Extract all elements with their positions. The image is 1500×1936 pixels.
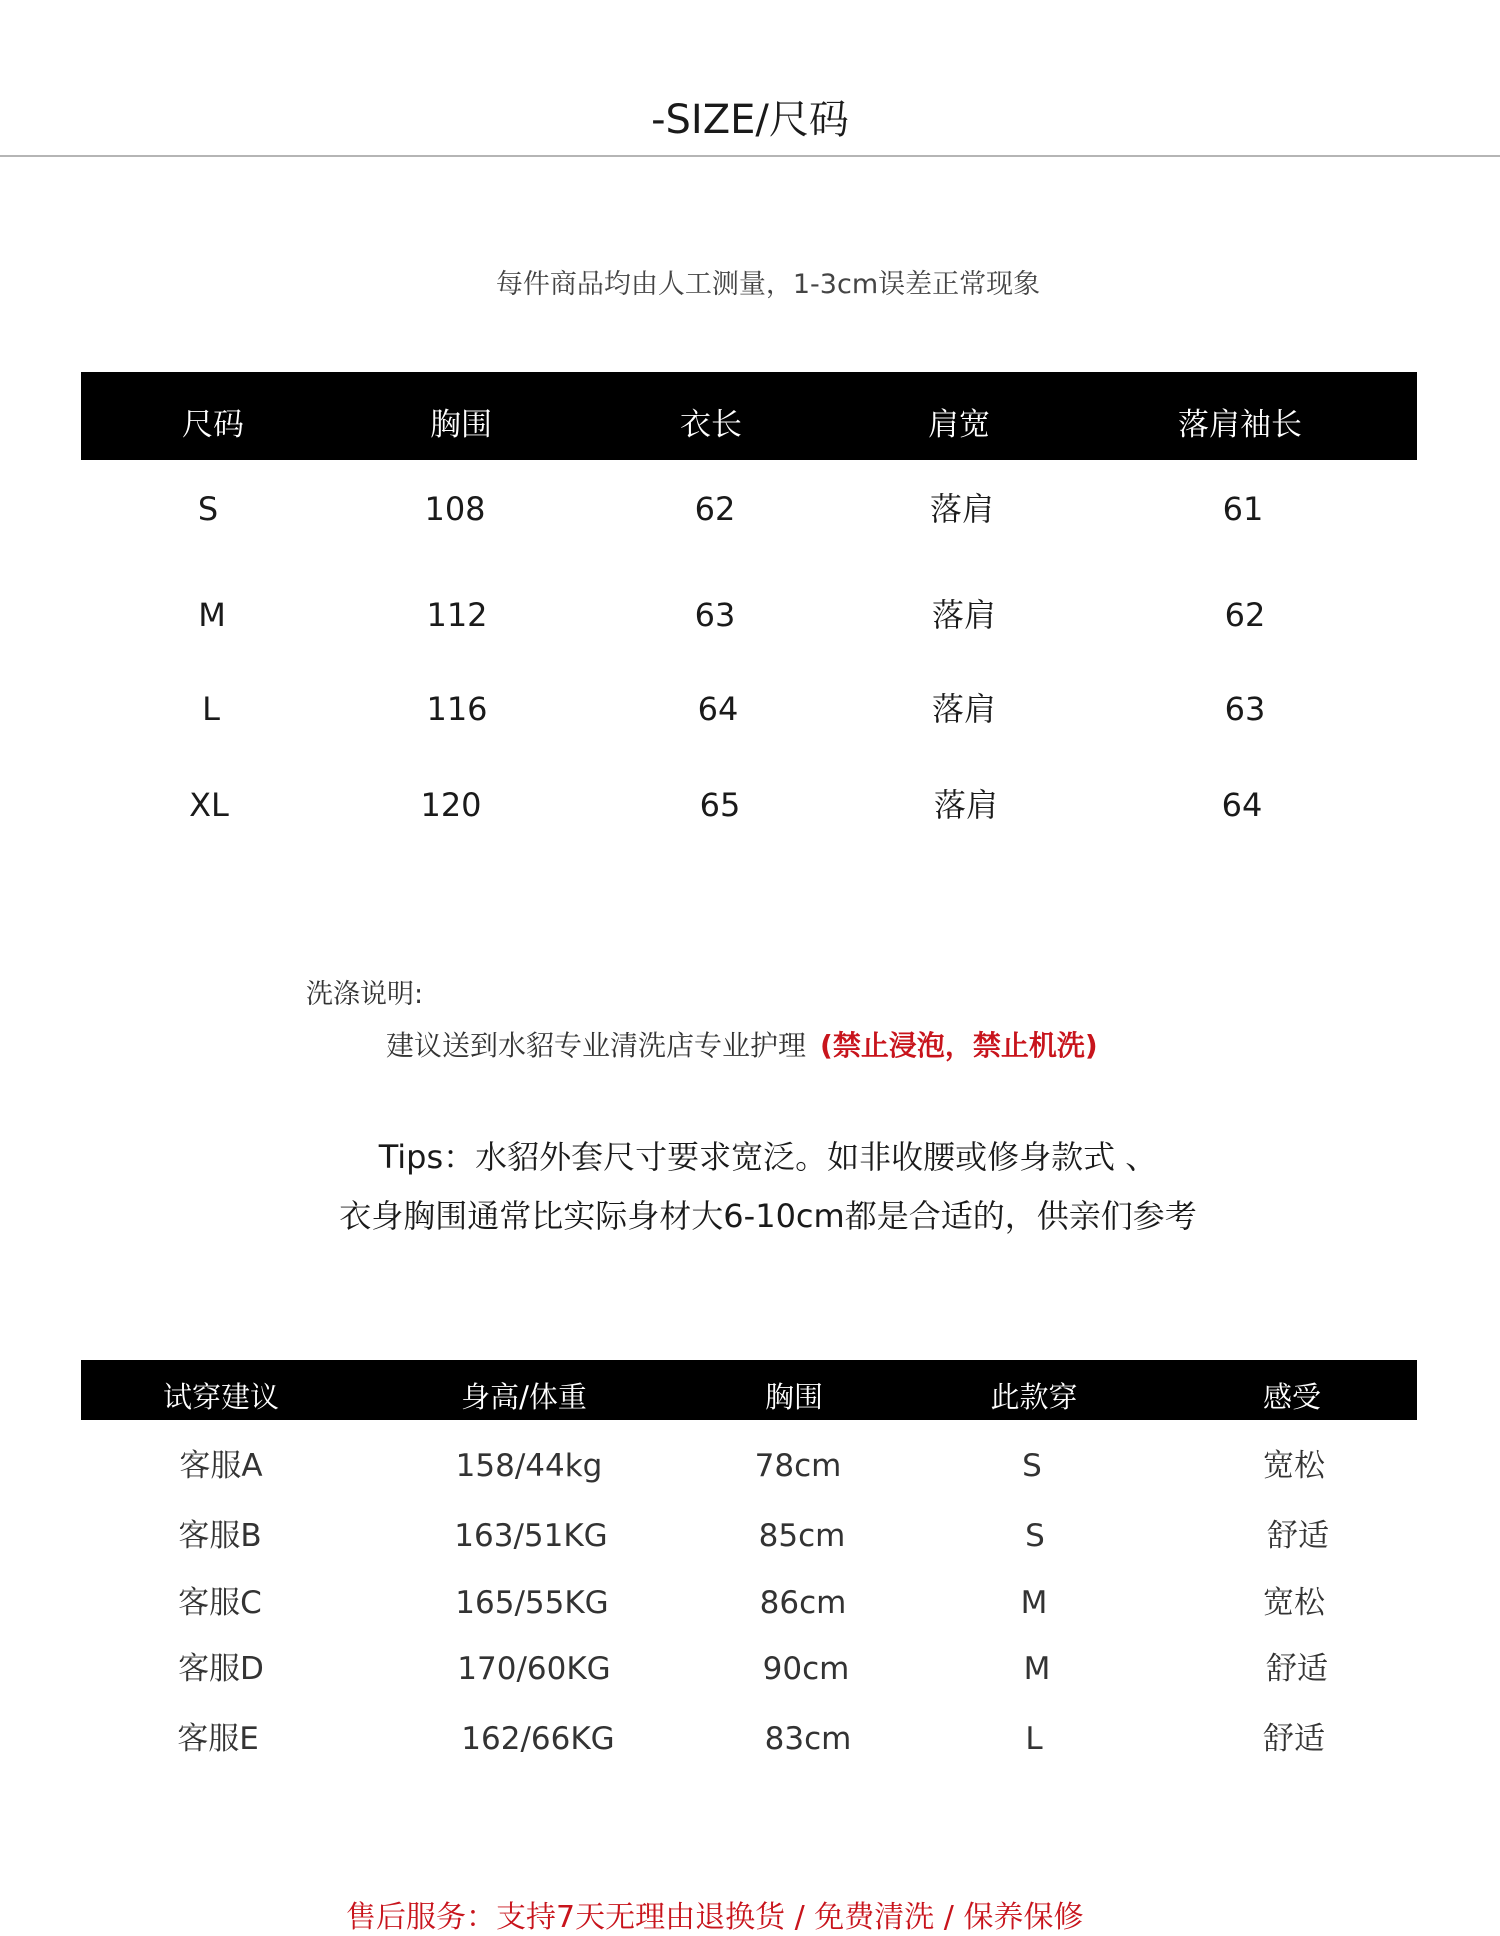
fit-col-header: 此款穿: [990, 1380, 1078, 1414]
size-cell: 落肩: [933, 786, 999, 824]
size-col-header: 胸围: [430, 407, 492, 443]
table-row: [0, 780, 1500, 830]
size-cell: 108: [424, 490, 486, 528]
fit-cell: 162/66KG: [461, 1721, 615, 1757]
size-cell: 62: [1224, 596, 1266, 634]
size-cell: 63: [694, 596, 736, 634]
fit-cell: 舒适: [1263, 1721, 1325, 1757]
table-row: [0, 484, 1500, 534]
table-row: [0, 590, 1500, 640]
measurement-note: 每件商品均由人工测量，1-3cm误差正常现象: [495, 269, 1041, 300]
size-cell: 65: [699, 786, 741, 824]
fit-cell: 78cm: [754, 1448, 842, 1484]
fit-cell: 宽松: [1263, 1585, 1325, 1621]
table-row: [0, 1443, 1500, 1489]
fit-cell: 158/44kg: [455, 1448, 603, 1484]
fit-col-header: 试穿建议: [162, 1380, 280, 1414]
fit-cell: 85cm: [758, 1518, 846, 1554]
size-cell: 落肩: [931, 690, 997, 728]
fit-cell: 客服E: [177, 1721, 259, 1757]
size-cell: L: [202, 690, 220, 728]
fit-cell: 170/60KG: [457, 1651, 611, 1687]
title-divider: [0, 155, 1500, 157]
fit-col-header: 胸围: [764, 1380, 824, 1414]
fit-cell: M: [1023, 1651, 1051, 1687]
fit-cell: 客服C: [178, 1585, 262, 1621]
after-sales-service: 售后服务：支持7天无理由退换货 / 免费清洗 / 保养保修: [346, 1900, 1084, 1935]
fit-cell: S: [1022, 1448, 1042, 1484]
size-cell: XL: [189, 786, 229, 824]
table-row: [0, 1513, 1500, 1559]
fit-cell: 90cm: [762, 1651, 850, 1687]
fit-cell: 客服B: [178, 1518, 262, 1554]
page-title: -SIZE/尺码: [651, 97, 849, 143]
fit-cell: 165/55KG: [455, 1585, 609, 1621]
fit-cell: L: [1025, 1721, 1043, 1757]
size-cell: 落肩: [929, 490, 995, 528]
size-cell: 64: [1221, 786, 1263, 824]
fit-cell: 163/51KG: [454, 1518, 608, 1554]
fit-cell: M: [1020, 1585, 1048, 1621]
care-label: 洗涤说明:: [306, 979, 424, 1010]
size-cell: 61: [1222, 490, 1264, 528]
size-col-header: 落肩袖长: [1178, 407, 1302, 443]
tips-line-1: Tips：水貂外套尺寸要求宽泛。如非收腰或修身款式 、: [378, 1138, 1158, 1176]
fit-cell: 客服A: [179, 1448, 263, 1484]
care-text: 建议送到水貂专业清洗店专业护理: [386, 1029, 807, 1062]
size-cell: 62: [694, 490, 736, 528]
size-cell: 112: [426, 596, 488, 634]
fit-cell: 83cm: [764, 1721, 852, 1757]
size-col-header: 衣长: [680, 407, 742, 443]
size-col-header: 尺码: [182, 407, 244, 443]
fit-table-header: [81, 1360, 1417, 1420]
fit-cell: 客服D: [178, 1651, 264, 1687]
fit-cell: 舒适: [1266, 1651, 1328, 1687]
fit-cell: 86cm: [759, 1585, 847, 1621]
size-cell: 120: [420, 786, 482, 824]
fit-cell: 宽松: [1263, 1448, 1325, 1484]
size-cell: 116: [426, 690, 488, 728]
size-cell: M: [198, 596, 226, 634]
fit-cell: S: [1025, 1518, 1045, 1554]
care-warning: (禁止浸泡，禁止机洗): [820, 1029, 1098, 1062]
table-row: [0, 1646, 1500, 1692]
size-col-header: 肩宽: [928, 407, 990, 443]
table-row: [0, 1580, 1500, 1626]
fit-col-header: 身高/体重: [461, 1380, 587, 1414]
size-cell: 63: [1224, 690, 1266, 728]
size-cell: S: [197, 490, 219, 528]
fit-cell: 舒适: [1267, 1518, 1329, 1554]
table-row: [0, 1716, 1500, 1762]
table-row: [0, 684, 1500, 734]
size-table-header: [81, 372, 1417, 460]
fit-col-header: 感受: [1262, 1380, 1322, 1414]
size-cell: 64: [697, 690, 739, 728]
size-cell: 落肩: [931, 596, 997, 634]
tips-line-2: 衣身胸围通常比实际身材大6-10cm都是合适的，供亲们参考: [339, 1197, 1197, 1235]
care-instructions: [386, 1024, 1098, 1064]
